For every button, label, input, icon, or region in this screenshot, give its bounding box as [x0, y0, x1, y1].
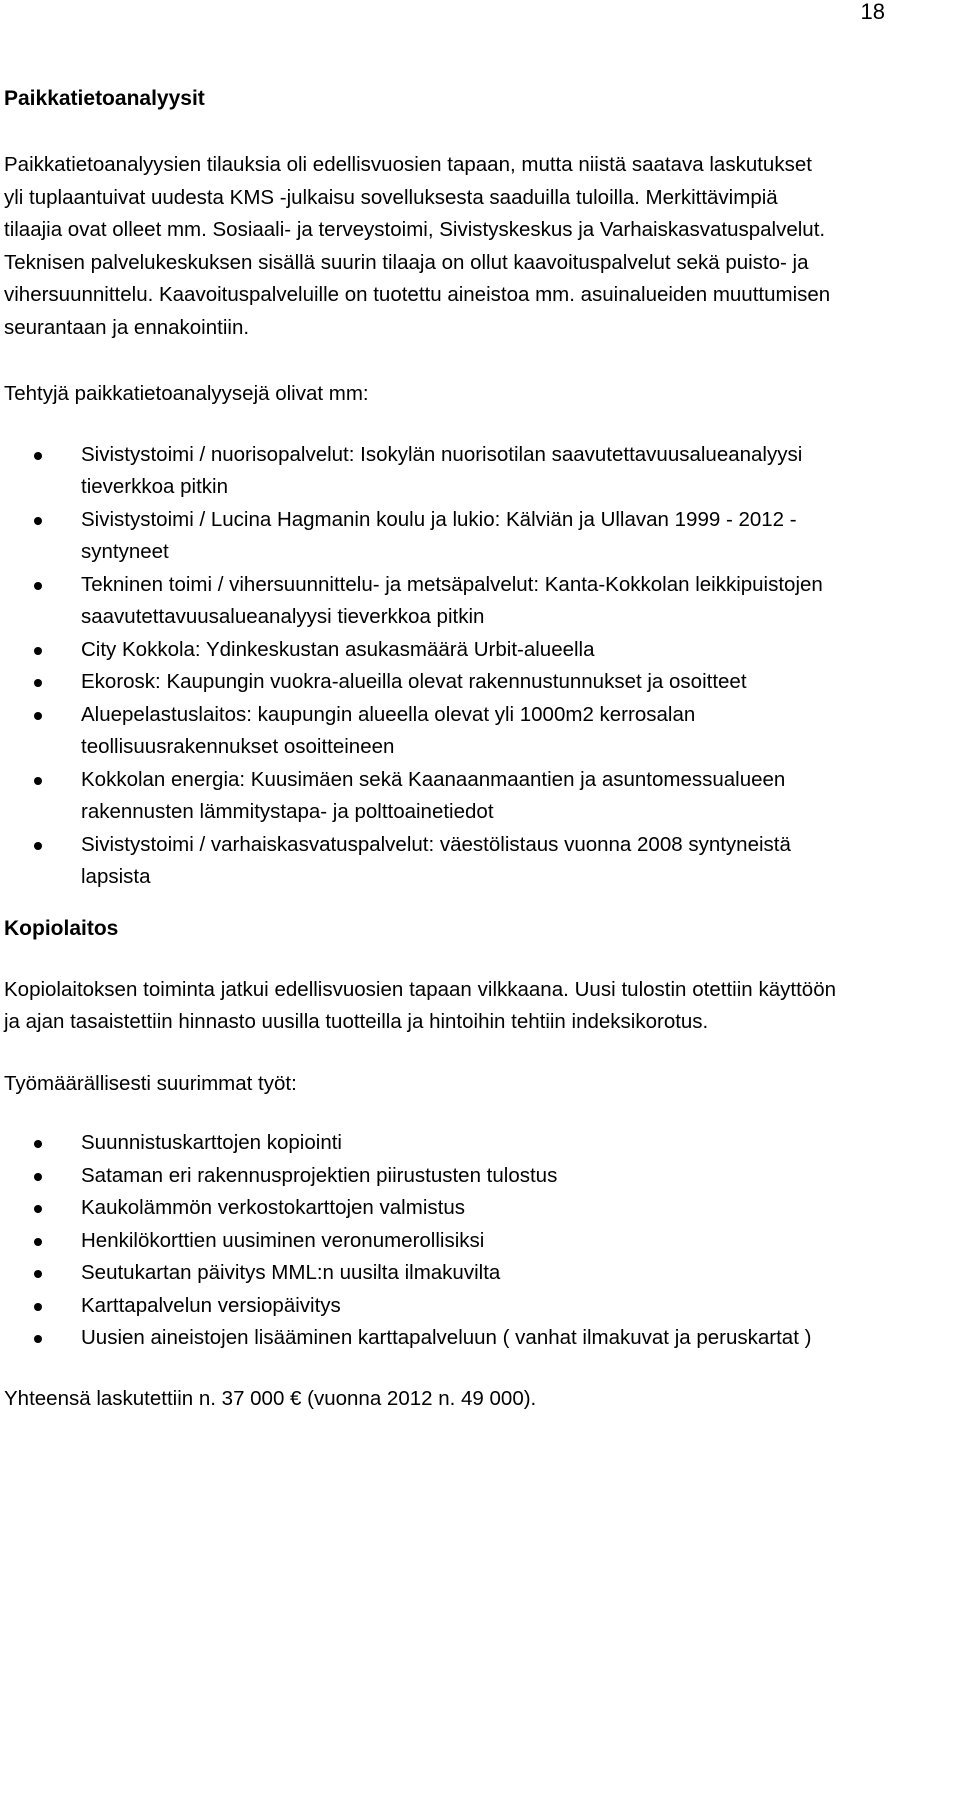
list-item: Sivistystoimi / varhaiskasvatuspalvelut: väestölistaus vuonna 2008 syntyneistä lapsista: [4, 829, 836, 894]
list-item: Seutukartan päivitys MML:n uusilta ilmakuvilta: [4, 1257, 836, 1290]
bullet-icon: [34, 712, 42, 720]
list-intro: Tehtyjä paikkatietoanalyysejä olivat mm:: [4, 382, 369, 405]
list-intro: Työmäärällisesti suurimmat työt:: [4, 1071, 297, 1095]
list-item: Sivistystoimi / Lucina Hagmanin koulu ja lukio: Kälviän ja Ullavan 1999 - 2012 -syntyneet: [4, 504, 836, 569]
bullet-icon: [34, 1238, 42, 1246]
bullet-icon: [34, 1335, 42, 1343]
bullet-icon: [34, 1140, 42, 1148]
print-jobs-list: [4, 1127, 836, 1355]
list-item: Ekorosk: Kaupungin vuokra-alueilla olevat rakennustunnukset ja osoitteet: [4, 666, 836, 699]
bullet-icon: [34, 1303, 42, 1311]
page-number: 18: [860, 0, 885, 24]
analysis-list: [4, 439, 836, 894]
section-paragraph: Paikkatietoanalyysien tilauksia oli edellisvuosien tapaan, mutta niistä saatava laskutukset yli tuplaantuivat uudesta KMS -julkaisu sovelluksesta saaduilla tuloilla. Merkittävimpiä tilaajia ovat olleet mm. Sosiaali- ja terveystoimi, Sivistyskeskus ja Varhaiskasvatuspalvelut. Teknisen palvelukeskuksen sisällä suurin tilaaja on ollut kaavoituspalvelut sekä puisto- ja vihersuunnittelu. Kaavoituspalveluille on tuotettu aineistoa mm. asuinalueiden muuttumisen seurantaan ja ennakointiin.: [4, 153, 831, 339]
list-item: Uusien aineistojen lisääminen karttapalveluun ( vanhat ilmakuvat ja peruskartat ): [4, 1322, 836, 1355]
bullet-icon: [34, 647, 42, 655]
list-item: Sataman eri rakennusprojektien piirustusten tulostus: [4, 1160, 836, 1193]
bullet-icon: [34, 1205, 42, 1213]
bullet-icon: [34, 1173, 42, 1181]
section-heading-kopiolaitos: Kopiolaitos: [4, 916, 119, 940]
list-item: Sivistystoimi / nuorisopalvelut: Isokylän nuorisotilan saavutettavuusalueanalyysi tieverkkoa pitkin: [4, 439, 836, 504]
bullet-icon: [34, 842, 42, 850]
list-item: Tekninen toimi / vihersuunnittelu- ja metsäpalvelut: Kanta-Kokkolan leikkipuistojen saavutettavuusalueanalyysi tieverkkoa pitkin: [4, 569, 836, 634]
list-item: Kokkolan energia: Kuusimäen sekä Kaanaanmaantien ja asuntomessualueen rakennusten lämmitystapa- ja polttoainetiedot: [4, 764, 836, 829]
list-item: Aluepelastuslaitos: kaupungin alueella olevat yli 1000m2 kerrosalan teollisuusrakennukset osoitteineen: [4, 699, 836, 764]
section-heading-paikkatietoanalyysit: Paikkatietoanalyysit: [4, 87, 205, 110]
bullet-icon: [34, 777, 42, 785]
bullet-icon: [34, 582, 42, 590]
bullet-icon: [34, 452, 42, 460]
billing-total: Yhteensä laskutettiin n. 37 000 € (vuonna 2012 n. 49 000).: [4, 1386, 537, 1410]
bullet-icon: [34, 679, 42, 687]
list-item: Karttapalvelun versiopäivitys: [4, 1290, 836, 1323]
list-item: City Kokkola: Ydinkeskustan asukasmäärä Urbit-alueella: [4, 634, 836, 667]
section-paragraph: Kopiolaitoksen toiminta jatkui edellisvuosien tapaan vilkkaana. Uusi tulostin otettiin käyttöön ja ajan tasaistettiin hinnasto uusilla tuotteilla ja hintoihin tehtiin indeksikorotus.: [4, 977, 836, 1033]
list-item: Henkilökorttien uusiminen veronumerollisiksi: [4, 1225, 836, 1258]
list-item: Suunnistuskarttojen kopiointi: [4, 1127, 836, 1160]
document-body: [4, 83, 836, 1415]
list-item: Kaukolämmön verkostokarttojen valmistus: [4, 1192, 836, 1225]
bullet-icon: [34, 1270, 42, 1278]
bullet-icon: [34, 517, 42, 525]
